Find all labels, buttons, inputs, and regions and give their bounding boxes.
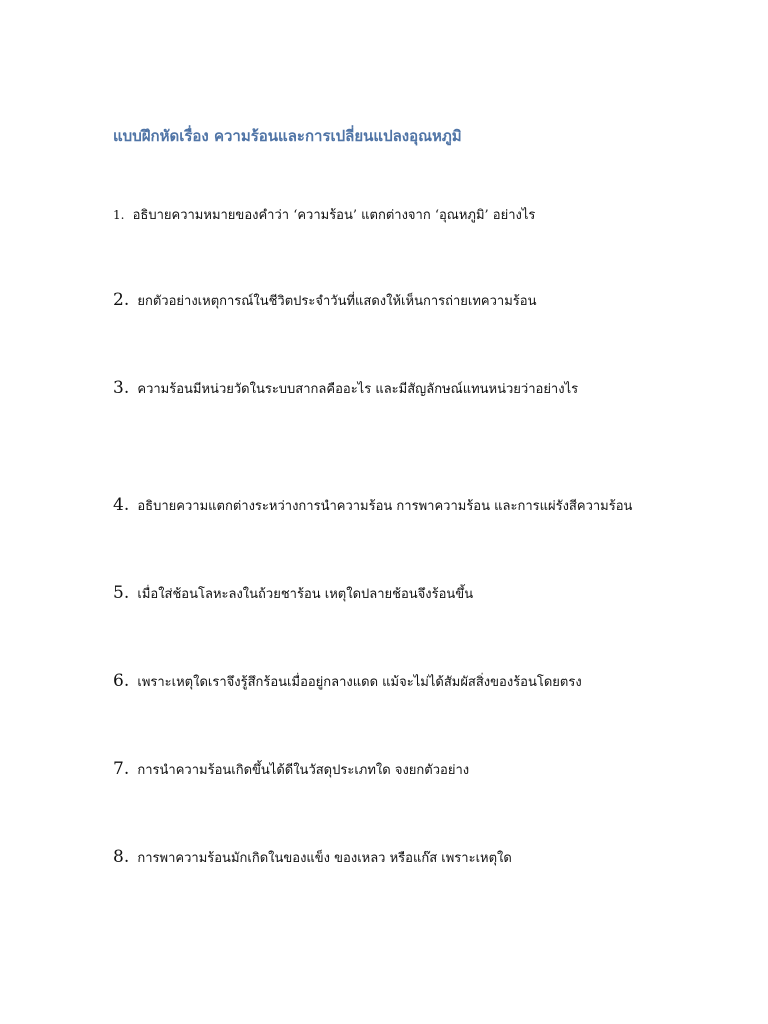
- question-number: 4.: [113, 495, 130, 515]
- question-text: อธิบายความหมายของคำว่า ‘ความร้อน’ แตกต่างจาก ‘อุณหภูมิ’ อย่างไร: [132, 208, 536, 223]
- question-number: 8.: [113, 847, 130, 867]
- question-text: เพราะเหตุใดเราจึงรู้สึกร้อนเมื่ออยู่กลางแดด แม้จะไม่ได้สัมผัสสิ่งของร้อนโดยตรง: [137, 675, 582, 690]
- question-number: 3.: [113, 378, 130, 398]
- question-number: 5.: [113, 583, 130, 603]
- question-text: การนำความร้อนเกิดขึ้นได้ดีในวัสดุประเภทใด จงยกตัวอย่าง: [137, 763, 470, 778]
- question-2: [113, 290, 536, 312]
- question-5: [113, 583, 473, 605]
- question-4: [113, 495, 632, 517]
- question-number: 2.: [113, 290, 130, 310]
- question-7: [113, 759, 469, 781]
- question-number: 6.: [113, 671, 130, 691]
- question-number: 7.: [113, 759, 130, 779]
- question-6: [113, 671, 582, 693]
- question-text: อธิบายความแตกต่างระหว่างการนำความร้อน การพาความร้อน และการแผ่รังสีความร้อน: [137, 499, 633, 514]
- question-text: ความร้อนมีหน่วยวัดในระบบสากลคืออะไร และมีสัญลักษณ์แทนหน่วยว่าอย่างไร: [137, 382, 579, 397]
- question-text: ยกตัวอย่างเหตุการณ์ในชีวิตประจำวันที่แสดงให้เห็นการถ่ายเทความร้อน: [137, 294, 537, 309]
- question-number: 1.: [113, 208, 125, 222]
- question-text: การพาความร้อนมักเกิดในของแข็ง ของเหลว หรือแก๊ส เพราะเหตุใด: [137, 851, 512, 866]
- question-1: [113, 205, 535, 226]
- worksheet-title: แบบฝึกหัดเรื่อง ความร้อนและการเปลี่ยนแปลงอุณหภูมิ: [113, 127, 462, 145]
- question-text: เมื่อใส่ช้อนโลหะลงในถ้วยชาร้อน เหตุใดปลายช้อนจึงร้อนขึ้น: [137, 587, 474, 602]
- question-3: [113, 378, 578, 400]
- question-8: [113, 847, 512, 869]
